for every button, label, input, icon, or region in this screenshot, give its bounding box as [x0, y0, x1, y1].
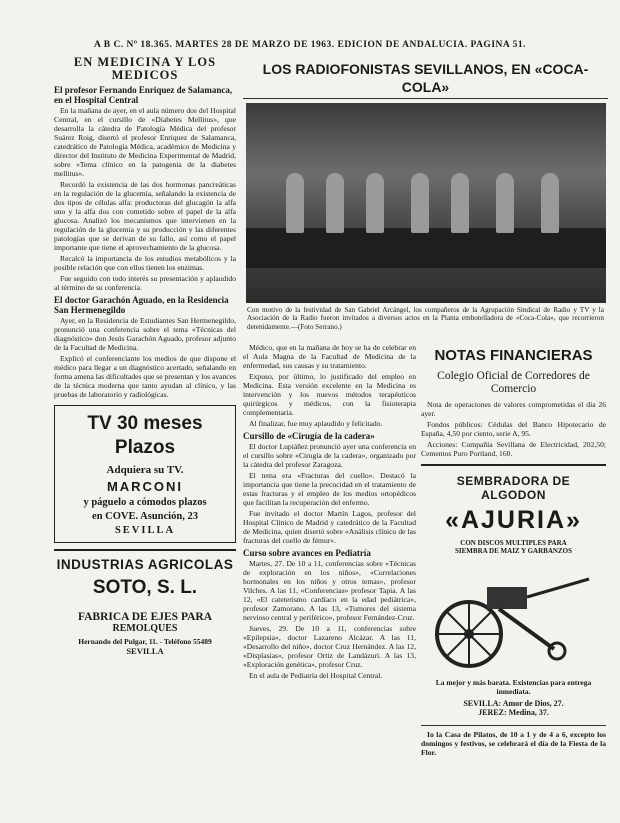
column-medicine: [54, 56, 236, 816]
ad-line: JEREZ: Medina, 37.: [478, 708, 549, 717]
ad-city: SEVILLA: [126, 646, 164, 656]
ad-line: Adquiera su TV.: [106, 464, 184, 476]
article-paragraph: Al finalizar, fue muy aplaudido y felicitado.: [249, 419, 383, 428]
article-paragraph: Fue seguido con todo interés su presentación y aplaudido al término de su conferencia.: [54, 274, 236, 292]
ad-headline: INDUSTRIAS AGRICOLAS: [56, 557, 234, 572]
ad-marconi: [54, 405, 236, 543]
ad-line: FABRICA DE EJES PARA: [77, 611, 213, 623]
ad-line: La mejor y más barata. Existencias para entrega inmediata.: [435, 678, 592, 696]
ad-headline: TV 30 meses Plazos: [87, 413, 203, 458]
article-paragraph: Recordó la existencia de las dos hormonas pancreáticas en la regulación de la glucemia, señalando la existencia de dos tipos de células alfa: productoras del glucagón la alfa uno y la alfa dos con cometido sobre el papel de la alfa glucosa. Analizó los mecanismos que intervienen en la regulación de la glucemia y su producción y las diferentes patologías que se derivan de su fallo, así como el papel importante que tiene el aprovechamiento de la glucosa.: [54, 180, 236, 252]
ad-line: REMOLQUES: [112, 623, 178, 634]
finance-paragraph: Nota de operaciones de valores comprometidas el día 26 ayer.: [421, 400, 606, 418]
article-headline: El doctor Garachón Aguado, en la Residencia San Hermenegildo: [54, 295, 229, 315]
article-headline: El profesor Fernando Enriquez de Salamanca, en el Hospital Central: [54, 85, 233, 105]
ad-line: SEVILLA: Amor de Dios, 27.: [463, 699, 564, 708]
article-paragraph: Fue invitado el doctor Martín Lagos, profesor del Hospital Clínico de Madrid y catedrático de la Facultad de Medicina, quien disertó sobre «Análisis clínico de las fracturas del cuello de fémur».: [243, 509, 416, 545]
article-paragraph: Expuso, por último, lo justificado del empleo en Medicina. Esta versión excelente en la Medicina es intervención y los nuevos métodos terapéuticos quirúrgicos y médicos, con la fisioterapia complementaria.: [243, 372, 416, 417]
article-paragraph: Explicó el conferenciante los medios de que dispone el médico para llegar a un diagnóstico acertado, señalando en forma amena las dificultades que se presentan y los avances de la técnica moderna que tanto ayudan al clínico, y las pruebas de laboratorio y radiológicas.: [54, 354, 236, 399]
news-photo: [246, 103, 606, 303]
photo-caption: Con motivo de la festividad de San Gabriel Arcángel, los compañeros de la Agrupación Sindical de Radio y TV y la Asociación de la Radio fueron invitados a diversos actos en la Planta embotelladora de «Coca-Cola», que recorrieron detenidamente.—(Foto Serrano.): [247, 306, 604, 331]
article-paragraph: En la mañana de ayer, en el aula número dos del Hospital Central, en el cursillo de «Diabetes Mellitus», que desarrolla la cátedra de Patología Médica del profesor Suárez Roig, disertó el profesor Enriquez de Salamanca, catedrático de Patología Médica, académico de Medicina y director del Instituto de Medicina Experimental de Madrid, sobre «Tema clínico en la patogenia de la diabetes mellitus».: [54, 106, 236, 178]
finance-footnote: Io la Casa de Pilatos, de 10 a 1 y de 4 a 6, excepto los domingos y festivos, se celebrará el día de la Fiesta de la Flor.: [421, 730, 606, 757]
finance-paragraph: Acciones: Compañía Sevillana de Electricidad, 202,50; Cementos Puro Portland, 160.: [421, 440, 606, 458]
photo-story-title: LOS RADIOFONISTAS SEVILLANOS, EN «COCA-COLA»: [243, 60, 608, 99]
ad-brand: SOTO, S. L.: [92, 577, 198, 598]
article-paragraph: Médico, que en la mañana de hoy se ha de celebrar en el Aula Magna de la Facultad de Medicina de la enfermedad, sus causas y su tratamiento.: [243, 343, 416, 370]
article-paragraph: En el aula de Pediatría del Hospital Central.: [249, 671, 383, 680]
seeder-machine-illustration: [429, 559, 599, 674]
finance-title: NOTAS FINANCIERAS: [434, 347, 593, 364]
ad-headline: SEMBRADORA DE ALGODON: [456, 474, 571, 502]
ad-soto: [54, 549, 236, 660]
ad-line: Hernando del Pulgar, 11. - Teléfono 55489: [78, 637, 212, 646]
article-paragraph: El tema era «Fracturas del cuello». Destacó la importancia que tiene la precocidad en el tratamiento de estas fracturas y el empleo de los medios ortopédicos que facilitan la recuperación del enfermo.: [243, 471, 416, 507]
page-header: A B C. Nº 18.365. MARTES 28 DE MARZO DE 1963. EDICION DE ANDALUCIA. PAGINA 51.: [94, 40, 526, 50]
photo-story: [243, 60, 608, 340]
column-news: [243, 343, 416, 818]
article-paragraph: Recalcó la importancia de los estudios metabólicos y la posible relación que con ellos tienen los enzimas.: [54, 254, 236, 272]
ad-brand: «AJURIA»: [445, 506, 582, 534]
finance-paragraph: Fondos públicos: Cédulas del Banco Hipotecario de España, 4,50 por ciento, serie A, 95.: [421, 420, 606, 438]
article-headline: Curso sobre avances en Pediatría: [243, 548, 371, 558]
article-paragraph: El doctor Lupiáñez pronunció ayer una conferencia en el cursillo sobre «Cirugía de la cadera», organizado por la cátedra del profesor Zaragoza.: [243, 442, 416, 469]
article-headline: Cursillo de «Cirugía de la cadera»: [243, 431, 375, 441]
ad-brand: MARCONI: [106, 479, 184, 494]
ad-line: CON DISCOS MULTIPLES PARA: [460, 539, 567, 547]
column-finance: [421, 343, 606, 818]
article-paragraph: Martes, 27. De 10 a 11, conferencias sobre «Técnicas de exploración en los niños», «Correlaciones hormonales en los niños y otros temas», profesor Vilches. A las 11, «Conferencias» profesor Tapia. A las 12, «El cateterismo cardíaco en la edad pediátrica», profesor Zamorano. A las 13, «Tumores del sistema nervioso central y periférico», profesor Fernández-Cruz.: [243, 559, 416, 622]
ad-line: y páguelo a cómodos plazos: [83, 497, 207, 508]
ad-line: en COVE. Asunción, 23: [92, 511, 198, 522]
article-paragraph: Jueves, 29. De 10 a 11, conferencias sobre «Epilepsia», doctor Lazareno Alcázar. A las 11, «Desarrollo del niño», doctor Cruz Hernández. A las 12, «Displasias», profesor Ortiz de Landázuri. A las 13, «Exploración genética», profesor Cruz.: [243, 624, 416, 669]
ad-city: SEVILLA: [114, 525, 176, 536]
finance-subtitle: Colegio Oficial de Corredores de Comercio: [437, 370, 590, 395]
ad-ajuria: [421, 464, 606, 721]
ad-line: SIEMBRA DE MAIZ Y GARBANZOS: [455, 547, 572, 555]
section-title: EN MEDICINA Y LOS MEDICOS: [73, 56, 217, 82]
article-paragraph: Ayer, en la Residencia de Estudiantes San Hermenegildo, pronunció una conferencia sobre el tema «Técnicas del diagnóstico» don Jesús Garachón Aguado, profesor adjunto de la Facultad de Medicina.: [54, 316, 236, 352]
